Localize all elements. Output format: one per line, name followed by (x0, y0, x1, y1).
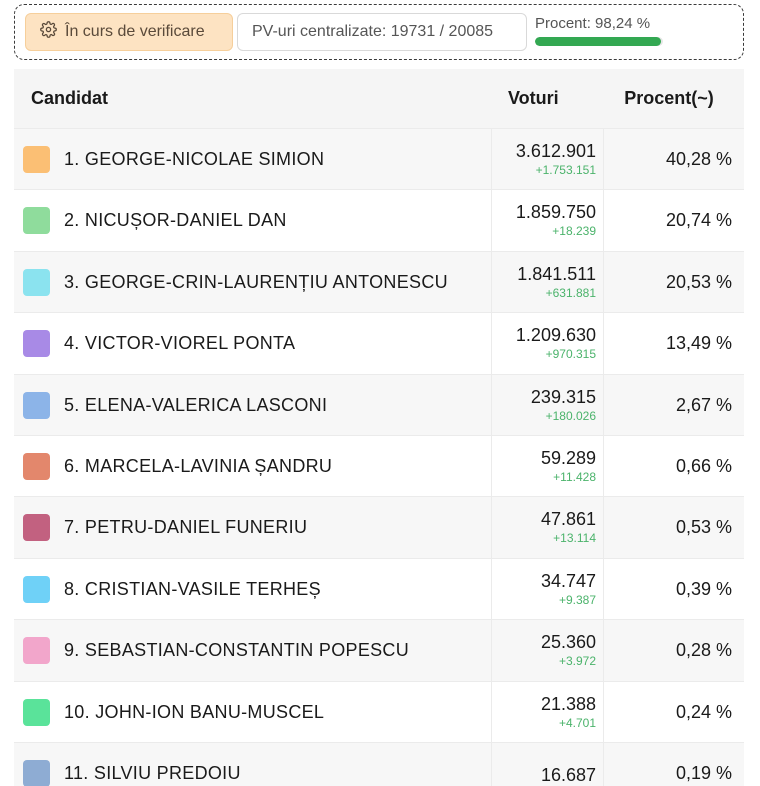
results-table (14, 69, 744, 786)
vote-delta: +11.428 (553, 469, 596, 484)
column-divider (603, 129, 604, 189)
table-row (14, 435, 744, 496)
vote-percent: 0,24 % (675, 701, 732, 722)
candidate-color-swatch (23, 207, 50, 234)
candidate-name: 5. ELENA-VALERICA LASCONI (64, 394, 328, 415)
vote-count: 16.687 (540, 764, 596, 785)
column-divider (491, 252, 492, 312)
percent-progress (535, 15, 685, 46)
candidate-name: 9. SEBASTIAN-CONSTANTIN POPESCU (64, 640, 410, 661)
column-divider (491, 436, 492, 496)
candidate-color-swatch (23, 699, 50, 726)
vote-percent: 0,66 % (675, 455, 732, 476)
candidate-color-swatch (23, 269, 50, 296)
column-divider (491, 497, 492, 557)
vote-percent: 0,53 % (675, 517, 732, 538)
candidate-name: 10. JOHN-ION BANU-MUSCEL (64, 701, 325, 722)
vote-delta: +18.239 (552, 224, 596, 239)
percent-progress-track (535, 37, 663, 46)
vote-percent: 0,28 % (675, 640, 732, 661)
vote-count: 47.861 (540, 509, 596, 530)
gear-icon (40, 21, 57, 43)
candidate-color-swatch (23, 760, 50, 786)
vote-count: 1.209.630 (515, 325, 596, 346)
table-row (14, 312, 744, 373)
column-divider (491, 129, 492, 189)
column-divider (491, 375, 492, 435)
vote-percent: 0,19 % (675, 762, 732, 783)
vote-delta: +4.701 (558, 715, 596, 730)
vote-delta: +970.315 (545, 347, 596, 362)
candidate-name: 4. VICTOR-VIOREL PONTA (64, 333, 296, 354)
candidate-color-swatch (23, 330, 50, 357)
header-percent: Procent(~) (624, 88, 714, 108)
vote-delta: +1.753.151 (535, 163, 596, 177)
vote-count: 1.841.511 (517, 263, 596, 284)
candidate-color-swatch (23, 637, 50, 664)
vote-percent: 2,67 % (675, 394, 732, 415)
column-divider (491, 313, 492, 373)
column-divider (491, 743, 492, 786)
vote-count: 21.388 (540, 693, 596, 714)
verification-status-button[interactable] (25, 13, 233, 51)
candidate-color-swatch (23, 576, 50, 603)
header-candidate: Candidat (31, 88, 109, 108)
candidate-name: 11. SILVIU PREDOIU (64, 762, 241, 783)
status-bar (14, 4, 744, 60)
vote-delta: +9.387 (558, 592, 596, 607)
vote-count: 25.360 (540, 632, 596, 653)
percent-progress-fill (535, 37, 661, 46)
column-divider (603, 436, 604, 496)
column-divider (603, 313, 604, 373)
candidate-name: 6. MARCELA-LAVINIA ȘANDRU (64, 455, 333, 476)
table-row (14, 681, 744, 742)
vote-count: 59.289 (540, 447, 596, 468)
vote-count: 34.747 (540, 570, 596, 591)
vote-count: 3.612.901 (515, 141, 596, 161)
table-row (14, 128, 744, 189)
table-row (14, 742, 744, 786)
column-divider (603, 559, 604, 619)
column-divider (491, 559, 492, 619)
column-divider (603, 497, 604, 557)
vote-percent: 20,74 % (665, 210, 732, 231)
candidate-color-swatch (23, 453, 50, 480)
table-row (14, 619, 744, 680)
column-divider (491, 190, 492, 250)
vote-count: 239.315 (530, 386, 596, 407)
table-header (14, 69, 744, 128)
verification-status-label: În curs de verificare (65, 23, 205, 40)
pv-count-label: PV-uri centralizate: 19731 / 20085 (252, 23, 494, 40)
table-body (14, 128, 744, 786)
candidate-name: 2. NICUȘOR-DANIEL DAN (64, 210, 287, 231)
pv-count-box (237, 13, 527, 51)
vote-delta: +13.114 (553, 531, 596, 546)
column-divider (603, 375, 604, 435)
vote-delta: +3.972 (558, 654, 596, 669)
column-divider (603, 252, 604, 312)
candidate-name: 3. GEORGE-CRIN-LAURENȚIU ANTONESCU (64, 271, 448, 292)
candidate-name: 7. PETRU-DANIEL FUNERIU (64, 517, 308, 538)
table-row (14, 374, 744, 435)
candidate-name: 1. GEORGE-NICOLAE SIMION (64, 149, 325, 169)
candidate-name: 8. CRISTIAN-VASILE TERHEȘ (64, 578, 321, 599)
vote-percent: 13,49 % (665, 333, 732, 354)
column-divider (603, 682, 604, 742)
vote-percent: 20,53 % (665, 271, 732, 292)
vote-percent: 40,28 % (665, 149, 732, 169)
table-row (14, 496, 744, 557)
candidate-color-swatch (23, 146, 50, 173)
candidate-color-swatch (23, 514, 50, 541)
column-divider (491, 620, 492, 680)
table-row (14, 558, 744, 619)
column-divider (491, 682, 492, 742)
vote-count: 1.859.750 (515, 202, 596, 223)
table-row (14, 189, 744, 250)
vote-percent: 0,39 % (675, 578, 732, 599)
table-row (14, 251, 744, 312)
candidate-color-swatch (23, 392, 50, 419)
column-divider (603, 620, 604, 680)
vote-delta: +631.881 (545, 285, 596, 300)
column-divider (603, 743, 604, 786)
vote-delta: +180.026 (545, 408, 596, 423)
percent-label: Procent: 98,24 % (535, 15, 651, 32)
header-votes: Voturi (508, 88, 559, 108)
column-divider (603, 190, 604, 250)
